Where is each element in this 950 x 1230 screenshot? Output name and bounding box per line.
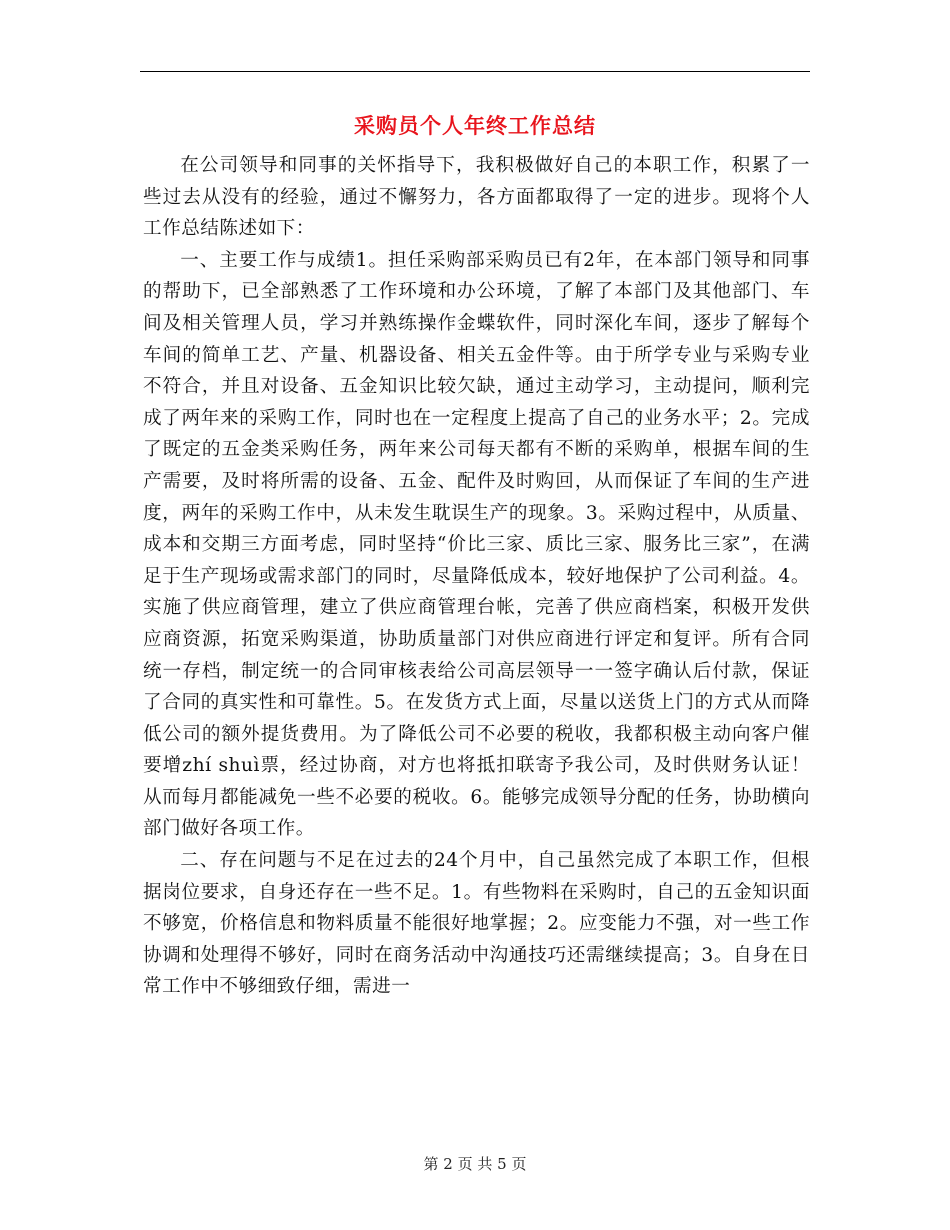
header-rule	[140, 71, 810, 72]
paragraph-main-work: 一、主要工作与成绩1。担任采购部采购员已有2年，在本部门领导和同事的帮助下，已全部熟悉了工作环境和办公环境，了解了本部门及其他部门、车间及相关管理人员，学习并熟练操作金蝶软件，同时深化车间，逐步了解每个车间的简单工艺、产量、机器设备、相关五金件等。由于所学专业与采购专业不符合，并且对设备、五金知识比较欠缺，通过主动学习，主动提问，顺利完成了两年来的采购工作，同时也在一定程度上提高了自己的业务水平；2。完成了既定的五金类采购任务，两年来公司每天都有不断的采购单，根据车间的生产需要，及时将所需的设备、五金、配件及时购回，从而保证了车间的生产进度，两年的采购工作中，从未发生耽误生产的现象。3。采购过程中，从质量、成本和交期三方面考虑，同时坚持“价比三家、质比三家、服务比三家”，在满足于生产现场或需求部门的同时，尽量降低成本，较好地保护了公司利益。4。实施了供应商管理，建立了供应商管理台帐，完善了供应商档案，积极开发供应商资源，拓宽采购渠道，协助质量部门对供应商进行评定和复评。所有合同统一存档，制定统一的合同审核表给公司高层领导一一签字确认后付款，保证了合同的真实性和可靠性。5。在发货方式上面，尽量以送货上门的方式从而降低公司的额外提货费用。为了降低公司不必要的税收，我都积极主动向客户催要增zhí shuì票，经过协商，对方也将抵扣联寄予我公司，及时供财务认证！从而每月都能减免一些不必要的税收。6。能够完成领导分配的任务，协助横向部门做好各项工作。	[143, 249, 810, 840]
paragraph-problems: 二、存在问题与不足在过去的24个月中，自己虽然完成了本职工作，但根据岗位要求，自身还存在一些不足。1。有些物料在采购时，自己的五金知识面不够宽，价格信息和物料质量不能很好地掌握；2。应变能力不强，对一些工作协调和处理得不够好，同时在商务活动中沟通技巧还需继续提高；3。自身在日常工作中不够细致仔细，需进一	[143, 850, 810, 998]
document-body	[143, 150, 810, 1003]
paragraph-intro: 在公司领导和同事的关怀指导下，我积极做好自己的本职工作，积累了一些过去从没有的经验，通过不懈努力，各方面都取得了一定的进步。现将个人工作总结陈述如下：	[143, 155, 810, 240]
page-indicator: 第 2 页 共 5 页	[423, 1155, 527, 1173]
document-title: 采购员个人年终工作总结	[354, 113, 596, 138]
